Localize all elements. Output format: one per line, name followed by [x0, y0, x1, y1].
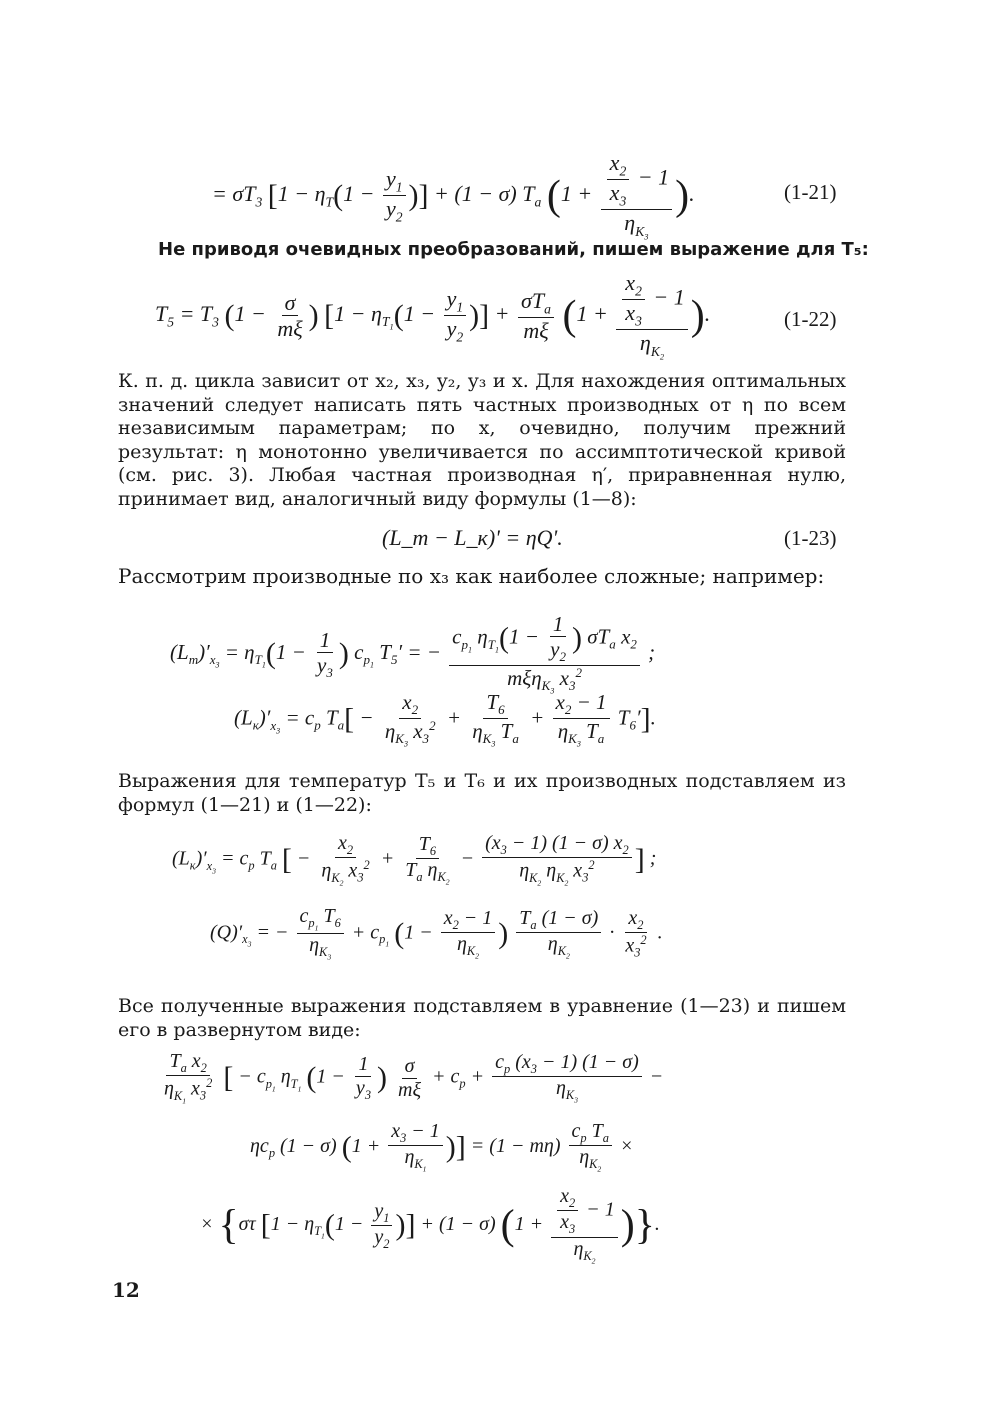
paragraph-all: Все полученные выражения подставляем в уравнение (1—23) и пишем его в развернутом виде:	[118, 995, 846, 1041]
equation-number-1-23: (1-23)	[784, 526, 837, 550]
final-equation-line-2: $\eta c_p$ (1 − σ) (1 + $\frac{x_3 - 1}{\eta_{K_1}}$ )] = (1 − mη) $\frac{c_p T_a}{\eta_{K_2}}$ ×	[250, 1120, 634, 1174]
equation-number-1-22: (1-22)	[784, 307, 837, 331]
eq-1-21-text	[0, 0, 1, 1]
page-number: 12	[112, 1278, 140, 1302]
final-equation-line-3: × {στ [$1 - \eta_{T_1}(1$ − $\frac{y_1}{y_2}$ )] + (1 − σ) (1 + $\frac{x_2}{x_3}$ − 1 $\eta_{K_2}$ )}.	[200, 1185, 660, 1265]
paragraph-kpd: К. п. д. цикла зависит от x₂, x₃, y₂, y₃ и x. Для нахождения оптимальных значений следует написать пять частных производных от η по всем независимым параметрам; по x, очевидно, получим прежний результат: η монотонно увеличивается по ассимптотической кривой (см. рис. 3). Любая частная производная η′, приравненная нулю, принимает вид, аналогичный виду формулы (1—8):	[118, 370, 846, 510]
final-equation-line-1: $\frac{T_a x_2}{\eta_{K_1} x_3^2}$ [ − $c_{p_1}$ $\eta_{T_1}$ (1 − $\frac{1}{y_3}$ ) $\frac{\sigma}{m\xi}$ + $c_p$ + $\frac{c_p (x_3 - 1) (1 - \sigma)}{\eta_{K_3}}$ −	[164, 1050, 664, 1106]
paragraph-transform: Не приводя очевидных преобразований, пишем выражение для T₅:	[158, 239, 869, 260]
paragraph-expressions: Выражения для температур T₅ и T₆ и их производных подставляем из формул (1—21) и (1—22):	[118, 770, 846, 816]
derivative-Lk: $(L_к)'_{x_3} = c_p$ $T_a$[ − $\frac{x_2}{\eta_{K_3} x_3^2}$ + $\frac{T_6}{\eta_{K_3} T_a}$ + $\frac{x_2 - 1}{\eta_{K_3} T_a}$ $T_6'$].	[234, 690, 656, 749]
equation-1-21: = $\sigma T_3$ [$1 - \eta_T(1$ − $\frac{y_1}{y_2}$ )] + (1 − σ) $T_a$ (1 + $\frac{x_2}{x_3}$ − 1 $\eta_{K_3}$ ).	[212, 150, 695, 242]
substituted-Lk: $(L_к)'_{x_3} = c_p$ $T_a$ [ − $\frac{x_2}{\eta_{K_2} x_3^2}$ + $\frac{T_6}{T_a \eta_{K_2}}$ − $\frac{(x_3 - 1) (1 - \sigma) x_2}{\eta_{K_2} \eta_{K_2} x_3^2}$ ] ;	[172, 832, 657, 888]
equation-number-1-21: (1-21)	[784, 180, 837, 204]
derivative-Lt: $(L_т)'_{x_3} = \eta_{T_1}(1$ − $\frac{1}{y_3}$ ) $c_{p_1}$ $T_5'$ = − $c_{p_1}$ $\eta_{T_1}(1$ − $\frac{1}{y_2}$ ) $\sigma T_a$ $x_2$ mξη$_{K_3}$ $x_3^2$ ;	[170, 612, 656, 697]
paragraph-consider: Рассмотрим производные по x₃ как наиболее сложные; например:	[118, 564, 825, 588]
substituted-Q: $(Q)'_{x_3}$ = − $\frac{c_{p_1} T_6}{\eta_{K_3}}$ + $c_{p_1}$ (1 − $\frac{x_2 - 1}{\eta_{K_2}}$ ) $\frac{T_a (1 - \sigma)}{\eta_{K_2}}$ · $\frac{x_2}{x_3^2}$ .	[210, 905, 663, 962]
equation-1-22: $T_5 = T_3$ (1 − $\frac{\sigma}{m\xi}$ ) [$1 - \eta_{T_1}(1$ − $\frac{y_1}{y_2}$ )] + $\frac{\sigma T_a}{m\xi}$ (1 + $\frac{x_2}{x_3}$ − 1 $\eta_{K_2}$ ).	[155, 270, 711, 362]
equation-1-23: (L_т − L_к)' = ηQ'.	[382, 525, 563, 550]
